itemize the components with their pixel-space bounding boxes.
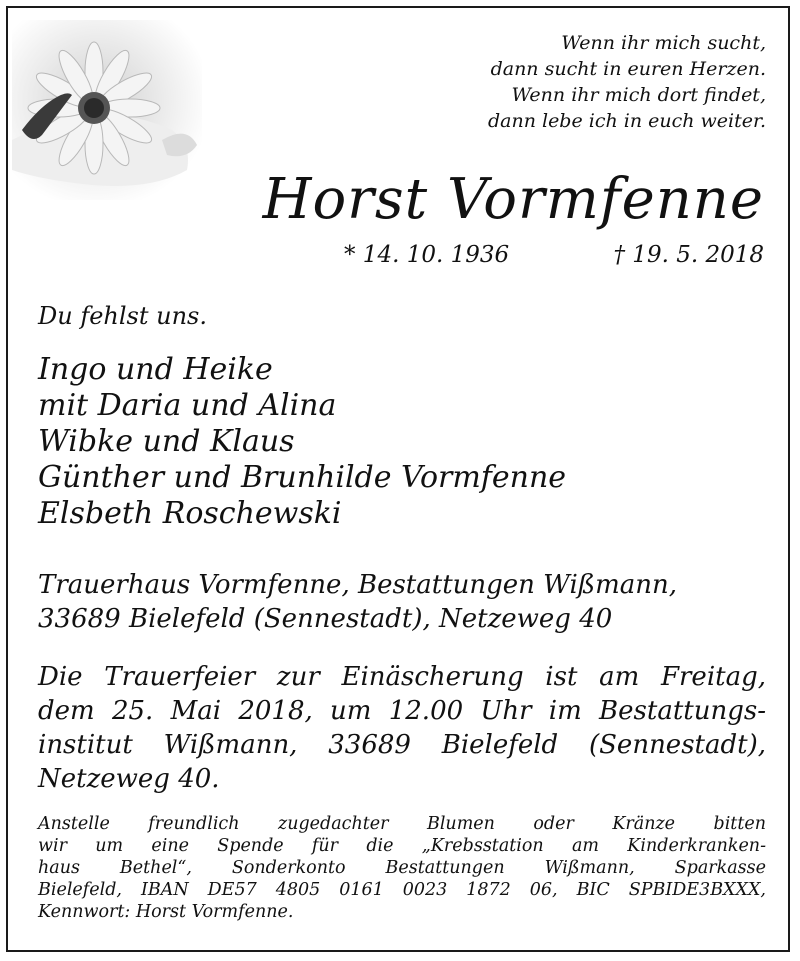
mourner-line: mit Daria und Alina <box>38 388 337 423</box>
poem-line: dann sucht in euren Herzen. <box>490 58 766 80</box>
service-line: institut Wißmann, 33689 Bielefeld (Sennestadt), <box>38 730 766 760</box>
donation-line: haus Bethel“, Sonderkonto Bestattungen Wißmann, Sparkasse <box>38 858 766 878</box>
poem-line: dann lebe ich in euch weiter. <box>487 110 766 132</box>
donation-line: wir um eine Spende für die „Krebsstation am Kinderkranken- <box>38 836 766 856</box>
address-line: Trauerhaus Vormfenne, Bestattungen Wißmann, <box>38 570 678 600</box>
mourning-message: Du fehlst uns. <box>38 302 207 330</box>
mourner-line: Ingo und Heike <box>38 352 273 387</box>
donation-line: Anstelle freundlich zugedachter Blumen oder Kränze bitten <box>38 814 766 834</box>
service-line: dem 25. Mai 2018, um 12.00 Uhr im Bestattungs- <box>38 696 766 726</box>
mourner-line: Elsbeth Roschewski <box>38 496 342 531</box>
death-date: † 19. 5. 2018 <box>613 242 764 268</box>
funeral-home-address <box>38 568 768 636</box>
poem-line: Wenn ihr mich dort findet, <box>511 84 766 106</box>
deceased-name: Horst Vormfenne <box>262 167 764 232</box>
donation-line: Bielefeld, IBAN DE57 4805 0161 0023 1872 06, BIC SPBIDE3BXXX, <box>38 880 766 900</box>
donation-request <box>38 813 766 923</box>
service-line: Die Trauerfeier zur Einäscherung ist am Freitag, <box>38 662 766 692</box>
service-line: Netzeweg 40. <box>38 764 220 794</box>
birth-date: * 14. 10. 1936 <box>344 242 510 268</box>
funeral-service-info <box>38 660 766 796</box>
donation-line: Kennwort: Horst Vormfenne. <box>38 902 294 922</box>
poem-line: Wenn ihr mich sucht, <box>561 32 766 54</box>
mourner-line: Günther und Brunhilde Vormfenne <box>38 460 567 495</box>
mourner-line: Wibke und Klaus <box>38 424 295 459</box>
mourners-list <box>38 352 566 532</box>
address-line: 33689 Bielefeld (Sennestadt), Netzeweg 40 <box>38 604 613 634</box>
flower-image <box>12 20 202 200</box>
obituary-notice <box>6 6 790 952</box>
memorial-poem <box>488 30 766 134</box>
